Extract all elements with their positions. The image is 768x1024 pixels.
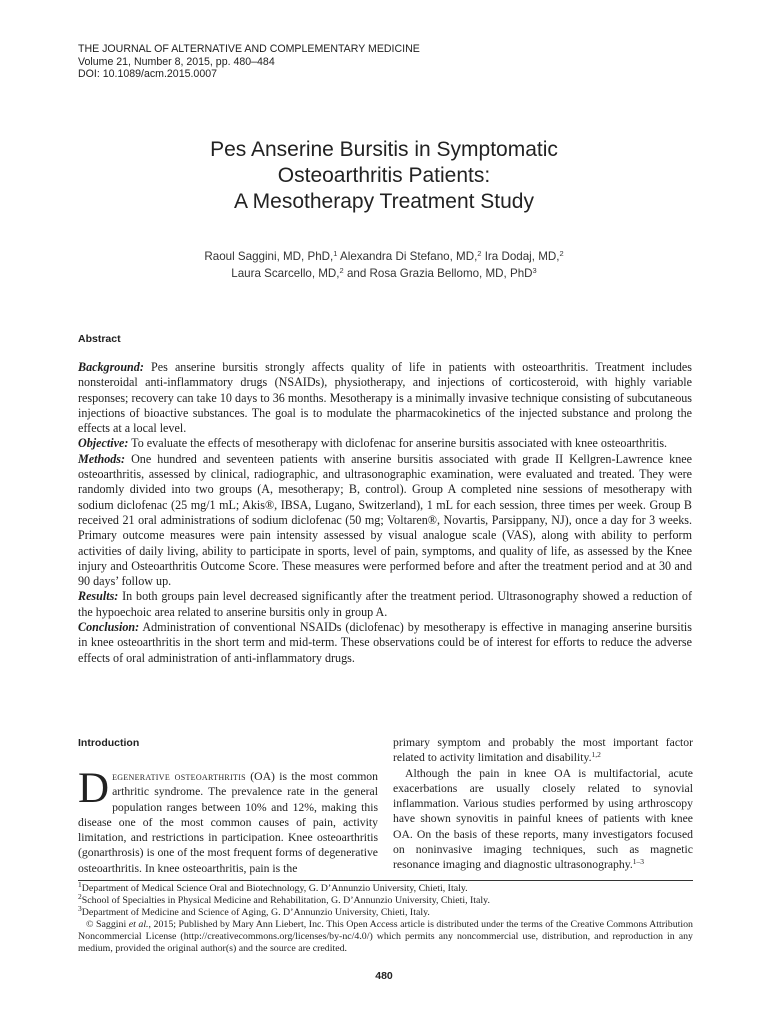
journal-header — [78, 43, 420, 81]
abstract-methods — [78, 452, 692, 590]
section-label: Background: — [78, 360, 144, 374]
footnote-marker: 3 — [78, 903, 82, 913]
drop-cap: D — [78, 765, 110, 812]
affiliation-ref: 1 — [333, 249, 338, 258]
author-line-1 — [0, 249, 768, 266]
page-number: 480 — [375, 970, 393, 982]
footnote-affiliation-3 — [78, 903, 693, 919]
author-name: Alexandra Di Stefano, MD, — [340, 250, 478, 263]
section-label: Results: — [78, 589, 119, 604]
copyright-etal: et al. — [128, 918, 149, 930]
affiliation-ref: 2 — [339, 265, 344, 275]
journal-doi: DOI: 10.1089/acm.2015.0007 — [78, 68, 217, 81]
affiliation-ref: 2 — [559, 249, 564, 258]
footnote-divider — [78, 880, 693, 881]
author-name: Laura Scarcello, MD, — [231, 266, 340, 280]
section-text: One hundred and seventeen patients with anserine bursitis associated with grade II Kellgren-Lawrence knee osteoarthritis, assessed by clinical, radiographic, and ultrasonographic examination, were evaluated and treated. They were randomly divided into two groups (A, mesotherapy; B, control). Group A completed nine sessions of mesotherapy with sodium diclofenac (25 mg/1 mL; Akis®, IBSA, Lugano, Switzerland), 1 mL for each session, three times per week. Group B received 21 oral administrations of sodium diclofenac (50 mg; Voltaren®, Novartis, Parsippany, NJ), once a day for 3 weeks. Primary outcome measures were pain intensity assessed by visual analogue scale (VAS), along with ability to perform activities of daily living, ability to participate in sports, level of pain, symptoms, and quality of life, as assessed by the Knee injury and Osteoarthritis Outcome Score. These measures were performed before and after the treatment period and at 30 and 90 days’ follow up. — [78, 451, 693, 589]
footnote-affiliation-1 — [78, 880, 693, 895]
footnote-affiliation-2 — [78, 891, 693, 907]
journal-volume: Volume 21, Number 8, 2015, pp. 480–484 — [78, 55, 275, 68]
abstract-results — [78, 589, 692, 620]
intro-text: primary symptom and probably the most important factor related to activity limitation and disability. — [393, 736, 693, 765]
section-label: Methods: — [78, 451, 126, 466]
citation-ref: 1–3 — [632, 857, 644, 867]
title-line-2: Osteoarthritis Patients: — [277, 164, 491, 187]
section-text: In both groups pain level decreased significantly after the treatment period. Ultrasonography showed a reduction of the hypoechoic area related to anserine bursitis only in group A. — [78, 589, 692, 619]
introduction-heading: Introduction — [78, 737, 140, 749]
citation-ref: 1,2 — [591, 750, 601, 760]
intro-paragraph-2 — [393, 766, 693, 873]
author-name: Ira Dodaj, MD, — [484, 250, 560, 263]
footnote-text: Department of Medical Science Oral and Biotechnology, G. D’Annunzio University, Chieti, Italy. — [81, 883, 468, 894]
copyright-notice — [78, 919, 693, 955]
journal-name: THE JOURNAL OF ALTERNATIVE AND COMPLEMENTARY MEDICINE — [78, 43, 420, 55]
footnote-marker: 1 — [78, 880, 82, 889]
abstract-objective — [78, 436, 692, 451]
intro-paragraph-1-continued — [393, 735, 693, 766]
footnotes — [78, 880, 693, 954]
author-list — [0, 249, 768, 282]
abstract-background — [78, 360, 692, 436]
affiliation-ref: 2 — [477, 249, 482, 258]
left-column — [78, 765, 378, 876]
author-line-2 — [0, 266, 768, 283]
abstract-heading: Abstract — [78, 333, 121, 345]
copyright-text: © Saggini — [86, 918, 127, 930]
section-label: Conclusion: — [78, 620, 140, 635]
abstract-body — [78, 360, 692, 666]
abstract-conclusion — [78, 620, 692, 666]
right-column — [393, 735, 693, 873]
section-text: Administration of conventional NSAIDs (diclofenac) by mesotherapy is effective in managing anserine bursitis in knee osteoarthritis in the short term and mid-term. These observations could be of interest for efforts to reduce the adverse effects of oral administration of anti-inflammatory drugs. — [78, 620, 693, 665]
title-line-3: A Mesotherapy Treatment Study — [234, 190, 534, 213]
footnote-text: School of Specialties in Physical Medicine and Rehabilitation, G. D’Annunzio University, Chieti, Italy. — [81, 894, 490, 906]
footnote-marker: 2 — [78, 891, 82, 901]
author-name: Raoul Saggini, MD, PhD, — [204, 250, 334, 263]
affiliation-ref: 3 — [532, 265, 537, 275]
title-line-1: Pes Anserine Bursitis in Symptomatic — [210, 138, 558, 161]
article-title — [0, 137, 768, 215]
footnote-text: Department of Medicine and Science of Aging, G. D’Annunzio University, Chieti, Italy. — [81, 906, 430, 918]
intro-paragraph-1 — [78, 765, 378, 876]
author-name: Rosa Grazia Bellomo, MD, PhD — [369, 266, 533, 280]
intro-text: (OA) is the most common arthritic syndrome. The prevalence rate in the general population ranges between 10% and 12%, making this disease one of the most common causes of pain, activity limitation, and restrictions in participation. Knee osteoarthritis (gonarthrosis) is one of the most frequent forms of degenerative osteoarthritis. In knee osteoarthritis, pain is the — [78, 770, 378, 875]
intro-smallcaps: egenerative osteoarthritis — [112, 770, 246, 783]
intro-text: Although the pain in knee OA is multifactorial, acute exacerbations are usually closely related to synovial inflammation. Various studies performed by using arthroscopy have shown synovitis in painful knees of patients with knee OA. On the basis of these reports, many investigators focused on noninvasive imaging techniques, such as magnetic resonance imaging and diagnostic ultrasonography. — [393, 766, 693, 872]
section-text: To evaluate the effects of mesotherapy with diclofenac for anserine bursitis associated with knee osteoarthritis. — [131, 436, 668, 451]
section-label: Objective: — [78, 436, 129, 451]
section-text: Pes anserine bursitis strongly affects quality of life in patients with osteoarthritis. Treatment includes nonsteroidal anti-inflammatory drugs (NSAIDs), physiotherapy, and injections of corticosteroid, with highly variable responses; recovery can take 10 days to 36 months. Mesotherapy is a minimally invasive technique consisting of subcutaneous injections of bioactive substances. The goal is to modulate the pharmacokinetics of the injected substance and prolong the effects at a local level. — [78, 360, 692, 436]
author-conjunction: and — [346, 266, 367, 280]
copyright-text: , 2015; Published by Mary Ann Liebert, Inc. This Open Access article is distributed under the terms of the Creative Commons Attribution Noncommercial License (http://creativecommons.org/licenses/by-nc/4.0/) which permits any noncommercial use, distribution, and reproduction in any medium, provided the original author(s) and the source are credited. — [78, 918, 693, 954]
